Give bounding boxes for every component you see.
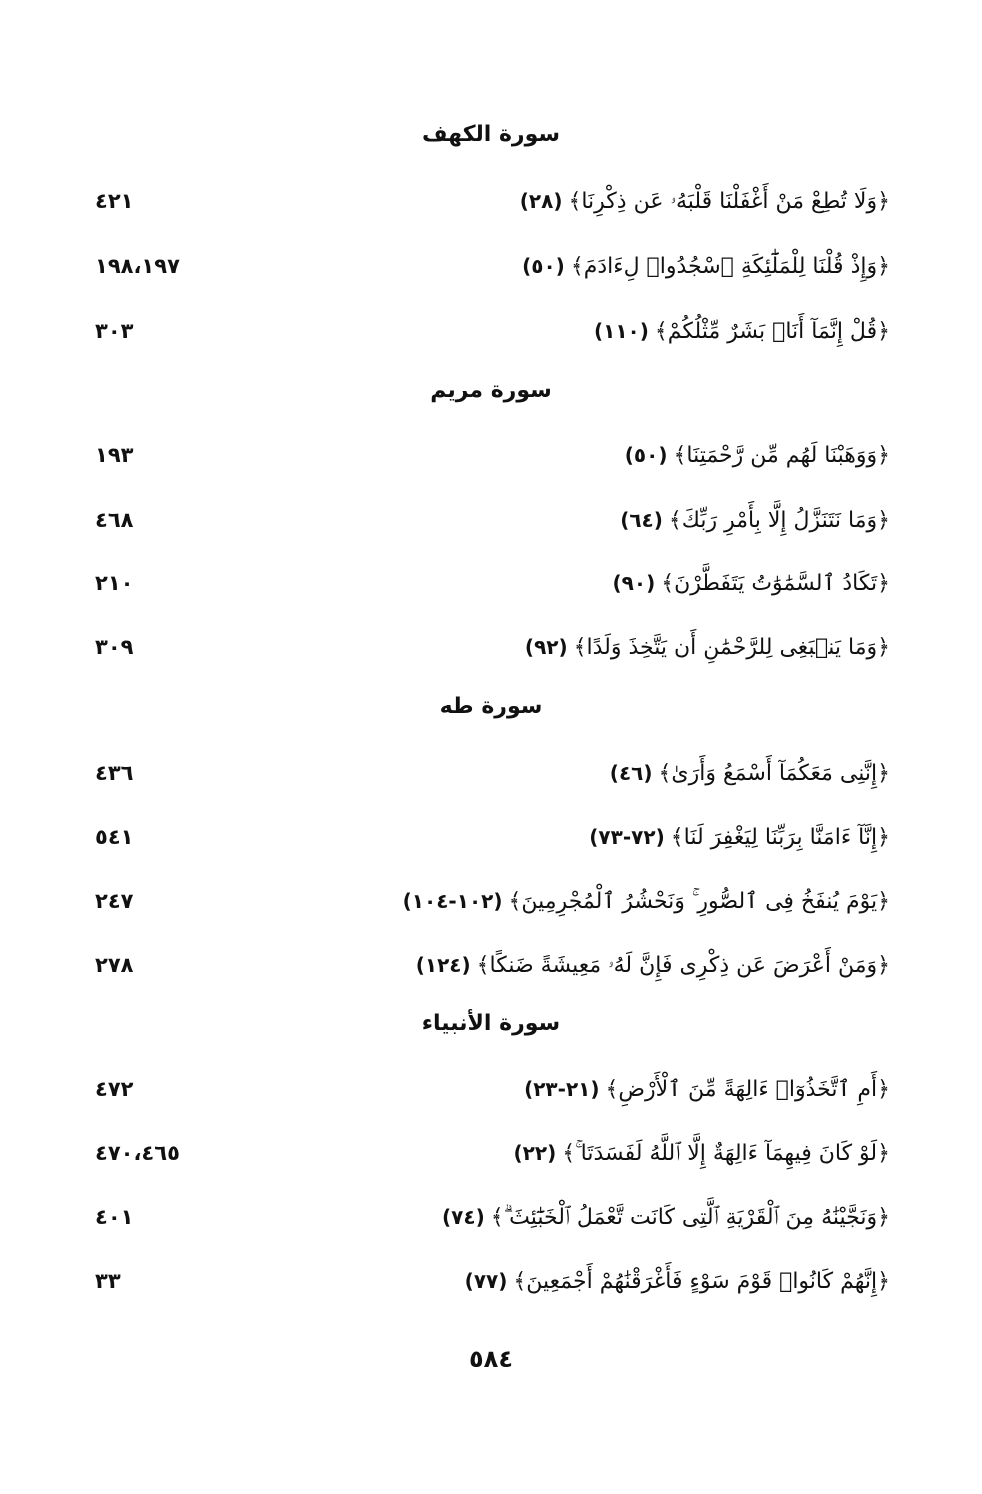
ornament-close: ﴾ xyxy=(513,1269,527,1294)
verse-text: وَمَا يَنۢبَغِى لِلرَّحْمَٰنِ أَن يَتَّخِذَ وَلَدًا xyxy=(586,635,878,660)
ornament-open: ﴿ xyxy=(877,889,890,914)
ornament-close: ﴾ xyxy=(476,953,490,978)
page-reference: ٣٠٩ xyxy=(95,635,134,659)
ornament-close: ﴾ xyxy=(605,1077,619,1102)
verse-text: وَمَا نَتَنَزَّلُ إِلَّا بِأَمْرِ رَبِّكَ xyxy=(681,508,878,533)
verse-quote xyxy=(620,497,890,544)
ayah-number: (٧٧) xyxy=(464,1269,508,1293)
index-row xyxy=(95,624,890,670)
ornament-open: ﴿ xyxy=(877,1141,890,1166)
page-reference: ٤٦٨ xyxy=(95,508,134,532)
verse-text: وَوَهَبْنَا لَهُم مِّن رَّحْمَتِنَا xyxy=(686,443,878,468)
ayah-number: (٦٤) xyxy=(620,508,663,532)
page-reference: ٥٤١ xyxy=(95,825,134,849)
verse-text: قُلْ إِنَّمَآ أَنَا۠ بَشَرٌ مِّثْلُكُمْ xyxy=(667,319,878,344)
ayah-number: (٢٢) xyxy=(513,1141,557,1165)
index-row xyxy=(95,1258,890,1304)
ornament-open: ﴿ xyxy=(877,508,890,533)
index-row xyxy=(95,497,890,543)
ayah-number: (٥٠) xyxy=(624,443,668,467)
page-reference: ٢٤٧ xyxy=(95,889,134,913)
ayah-number: (٢٨) xyxy=(519,189,563,213)
verse-text: لَوْ كَانَ فِيهِمَآ ءَالِهَةٌ إِلَّا ٱللَّهُ لَفَسَدَتَا ۚ xyxy=(575,1141,878,1166)
verse-text: وَإِذْ قُلْنَا لِلْمَلَٰٓئِكَةِ ٱسْجُدُوا۟ لِءَادَمَ xyxy=(583,254,878,279)
page-reference: ٤٠١ xyxy=(95,1205,134,1229)
ornament-open: ﴿ xyxy=(877,443,890,468)
ayah-number: (١٢٤) xyxy=(415,953,471,977)
ornament-close: ﴾ xyxy=(661,571,675,596)
ornament-open: ﴿ xyxy=(877,571,890,596)
verse-quote xyxy=(524,1066,890,1113)
page-reference: ٤٧٠،٤٦٥ xyxy=(95,1141,180,1165)
ayah-number: (٧٤) xyxy=(442,1205,485,1229)
ornament-close: ﴾ xyxy=(490,1205,504,1230)
verse-text: إِنَّآ ءَامَنَّا بِرَبِّنَا لِيَغْفِرَ لَنَا xyxy=(683,825,878,850)
verse-quote xyxy=(610,750,890,797)
verse-text: وَنَجَّيْنَٰهُ مِنَ ٱلْقَرْيَةِ ٱلَّتِى كَانَت تَّعْمَلُ ٱلْخَبَٰٓئِثَ ۗ xyxy=(503,1205,878,1230)
page-reference: ٤٣٦ xyxy=(95,761,134,785)
index-row xyxy=(95,432,890,478)
ayah-number: (١١٠) xyxy=(593,319,649,343)
sura-heading-anbiya: سورة الأنبياء xyxy=(421,1011,561,1036)
ornament-close: ﴾ xyxy=(658,761,672,786)
verse-quote xyxy=(589,814,890,861)
index-row xyxy=(95,750,890,796)
verse-quote xyxy=(625,432,890,479)
ayah-number: (٩٠) xyxy=(612,571,656,595)
ornament-close: ﴾ xyxy=(570,254,584,279)
verse-text: أَمِ ٱتَّخَذُوٓا۟ ءَالِهَةً مِّنَ ٱلْأَرْضِ xyxy=(618,1077,878,1102)
ayah-number: (٢١-٢٣) xyxy=(524,1077,600,1101)
ayah-number: (١٠٢-١٠٤) xyxy=(402,889,503,913)
verse-text: إِنَّنِى مَعَكُمَآ أَسْمَعُ وَأَرَىٰ xyxy=(671,761,878,786)
ornament-open: ﴿ xyxy=(877,825,890,850)
sura-heading-maryam: سورة مريم xyxy=(430,378,552,403)
index-row xyxy=(95,178,890,224)
ornament-close: ﴾ xyxy=(562,1141,576,1166)
index-row xyxy=(95,1194,890,1240)
verse-quote xyxy=(514,1130,890,1177)
page-reference: ٣٣ xyxy=(95,1269,121,1293)
verse-quote xyxy=(416,942,890,989)
ornament-open: ﴿ xyxy=(877,319,890,344)
ornament-open: ﴿ xyxy=(877,1077,890,1102)
verse-text: وَلَا تُطِعْ مَنْ أَغْفَلْنَا قَلْبَهُۥ عَن ذِكْرِنَا xyxy=(581,189,878,214)
ayah-number: (٤٦) xyxy=(609,761,653,785)
verse-text: إِنَّهُمْ كَانُوا۟ قَوْمَ سَوْءٍ فَأَغْرَقْنَٰهُمْ أَجْمَعِينَ xyxy=(526,1269,878,1294)
page-reference: ٤٧٢ xyxy=(95,1077,134,1101)
ornament-open: ﴿ xyxy=(877,635,890,660)
verse-quote xyxy=(465,1258,890,1305)
verse-text: يَوْمَ يُنفَخُ فِى ٱلصُّورِ ۚ وَنَحْشُرُ ٱلْمُجْرِمِينَ xyxy=(521,889,878,914)
ornament-open: ﴿ xyxy=(877,1205,890,1230)
page-number: ٥٨٤ xyxy=(469,1345,513,1373)
ornament-close: ﴾ xyxy=(670,825,684,850)
ornament-open: ﴿ xyxy=(877,254,890,279)
index-row xyxy=(95,308,890,354)
index-row xyxy=(95,942,890,988)
ayah-number: (٧٢-٧٣) xyxy=(589,825,665,849)
ornament-open: ﴿ xyxy=(877,1269,890,1294)
ornament-open: ﴿ xyxy=(877,953,890,978)
page-reference: ٢٧٨ xyxy=(95,953,134,977)
ayah-number: (٩٢) xyxy=(524,635,568,659)
verse-quote xyxy=(594,308,890,355)
ornament-close: ﴾ xyxy=(508,889,522,914)
page-reference: ٢١٠ xyxy=(95,571,134,595)
index-row xyxy=(95,560,890,606)
ornament-close: ﴾ xyxy=(668,508,682,533)
index-row xyxy=(95,814,890,860)
index-row xyxy=(95,243,890,289)
ornament-open: ﴿ xyxy=(877,761,890,786)
verse-quote xyxy=(613,560,891,607)
verse-quote xyxy=(525,624,890,671)
verse-quote xyxy=(403,878,890,925)
index-row xyxy=(95,1130,890,1176)
sura-heading-kahf: سورة الكهف xyxy=(421,122,561,147)
ayah-number: (٥٠) xyxy=(522,254,565,278)
verse-quote xyxy=(442,1194,890,1241)
page-reference: ١٩٨،١٩٧ xyxy=(95,254,180,278)
ornament-close: ﴾ xyxy=(654,319,668,344)
ornament-close: ﴾ xyxy=(573,635,587,660)
page-reference: ٣٠٣ xyxy=(95,319,134,343)
index-row xyxy=(95,878,890,924)
ornament-open: ﴿ xyxy=(877,189,890,214)
index-row xyxy=(95,1066,890,1112)
page-reference: ٤٢١ xyxy=(95,189,134,213)
ornament-close: ﴾ xyxy=(568,189,582,214)
page-reference: ١٩٣ xyxy=(95,443,134,467)
ornament-close: ﴾ xyxy=(673,443,687,468)
verse-text: وَمَنْ أَعْرَضَ عَن ذِكْرِى فَإِنَّ لَهُۥ مَعِيشَةً ضَنكًا xyxy=(489,953,878,978)
sura-heading-taha: سورة طه xyxy=(439,694,543,719)
verse-quote xyxy=(520,178,890,225)
verse-quote xyxy=(522,243,890,290)
verse-text: تَكَادُ ٱلسَّمَٰوَٰتُ يَتَفَطَّرْنَ xyxy=(674,571,878,596)
